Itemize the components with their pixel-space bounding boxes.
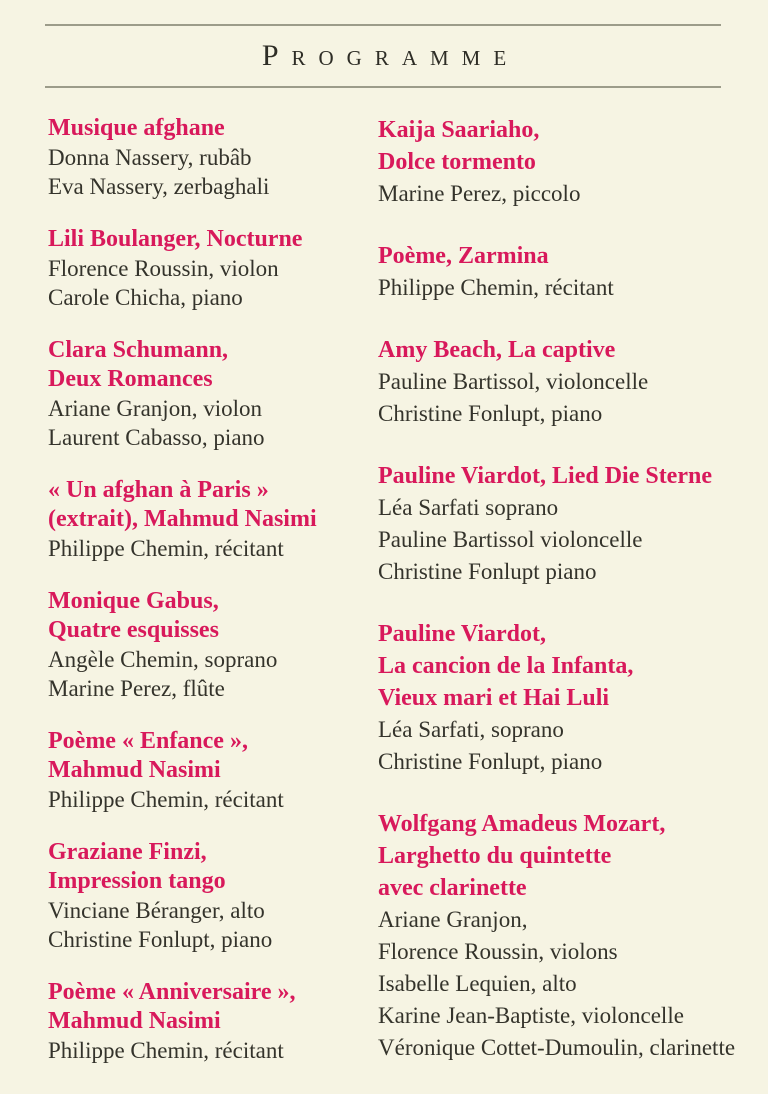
page-title: Programme xyxy=(261,39,520,72)
piece-title-line: Poème « Anniversaire », xyxy=(48,979,296,1005)
column-right xyxy=(378,114,758,1094)
performer-line: Florence Roussin, violons xyxy=(378,939,618,964)
programme-item xyxy=(378,808,758,1064)
piece-title-line: Musique afghane xyxy=(48,115,225,141)
programme-item xyxy=(48,587,378,703)
piece-title-line: avec clarinette xyxy=(378,875,527,901)
piece-title-line: Impression tango xyxy=(48,868,226,894)
piece-title-line: Dolce tormento xyxy=(378,149,536,175)
piece-title-line: Quatre esquisses xyxy=(48,617,219,643)
performer-line: Philippe Chemin, récitant xyxy=(48,536,284,561)
programme-item xyxy=(48,114,378,201)
performer-line: Angèle Chemin, soprano xyxy=(48,647,278,672)
performer-line: Christine Fonlupt, piano xyxy=(378,401,603,426)
performer-line: Pauline Bartissol, violoncelle xyxy=(378,369,649,394)
piece-title-line: Kaija Saariaho, xyxy=(378,117,540,143)
programme-item xyxy=(48,336,378,452)
column-left xyxy=(48,114,378,1089)
performer-line: Marine Perez, piccolo xyxy=(378,181,581,206)
performer-line: Christine Fonlupt, piano xyxy=(378,749,603,774)
performer-line: Ariane Granjon, violon xyxy=(48,396,262,421)
programme-item xyxy=(378,114,758,210)
piece-title-line: Vieux mari et Hai Luli xyxy=(378,685,610,711)
header xyxy=(0,0,768,88)
piece-title-line: Lili Boulanger, Nocturne xyxy=(48,226,303,252)
programme-item xyxy=(48,476,378,563)
performer-line: Carole Chicha, piano xyxy=(48,285,243,310)
piece-title-line: Clara Schumann, xyxy=(48,337,229,363)
performer-line: Laurent Cabasso, piano xyxy=(48,425,265,450)
programme-item xyxy=(378,240,758,304)
programme-item xyxy=(48,978,378,1065)
programme-item xyxy=(48,838,378,954)
programme-item xyxy=(378,460,758,588)
performer-line: Marine Perez, flûte xyxy=(48,676,225,701)
performer-line: Philippe Chemin, récitant xyxy=(378,275,614,300)
piece-title-line: Larghetto du quintette xyxy=(378,843,612,869)
piece-title-line: Wolfgang Amadeus Mozart, xyxy=(378,811,666,837)
piece-title-line: Mahmud Nasimi xyxy=(48,1008,221,1034)
piece-title-line: Deux Romances xyxy=(48,366,213,392)
piece-title-line: Monique Gabus, xyxy=(48,588,219,614)
performer-line: Ariane Granjon, xyxy=(378,907,528,932)
performer-line: Léa Sarfati, soprano xyxy=(378,717,564,742)
piece-title-line: Mahmud Nasimi xyxy=(48,757,221,783)
piece-title-line: (extrait), Mahmud Nasimi xyxy=(48,506,317,532)
piece-title-line: « Un afghan à Paris » xyxy=(48,477,269,503)
performer-line: Véronique Cottet-Dumoulin, clarinette xyxy=(378,1035,736,1060)
performer-line: Philippe Chemin, récitant xyxy=(48,1038,284,1063)
piece-title-line: Graziane Finzi, xyxy=(48,839,207,865)
performer-line: Eva Nassery, zerbaghali xyxy=(48,174,270,199)
piece-title-line: Pauline Viardot, Lied Die Sterne xyxy=(378,463,712,489)
piece-title-line: Poème « Enfance », xyxy=(48,728,248,754)
performer-line: Florence Roussin, violon xyxy=(48,256,279,281)
programme-columns xyxy=(0,88,768,1094)
piece-title-line: Amy Beach, La captive xyxy=(378,337,616,363)
programme-item xyxy=(378,618,758,778)
piece-title-line: Poème, Zarmina xyxy=(378,243,549,269)
programme-item xyxy=(48,727,378,814)
performer-line: Pauline Bartissol violoncelle xyxy=(378,527,643,552)
programme-item xyxy=(378,334,758,430)
performer-line: Léa Sarfati soprano xyxy=(378,495,559,520)
performer-line: Donna Nassery, rubâb xyxy=(48,145,252,170)
performer-line: Christine Fonlupt piano xyxy=(378,559,597,584)
performer-line: Philippe Chemin, récitant xyxy=(48,787,284,812)
piece-title-line: Pauline Viardot, xyxy=(378,621,547,647)
performer-line: Christine Fonlupt, piano xyxy=(48,927,273,952)
performer-line: Isabelle Lequien, alto xyxy=(378,971,577,996)
piece-title-line: La cancion de la Infanta, xyxy=(378,653,634,679)
performer-line: Vinciane Béranger, alto xyxy=(48,898,265,923)
programme-item xyxy=(48,225,378,312)
performer-line: Karine Jean-Baptiste, violoncelle xyxy=(378,1003,684,1028)
